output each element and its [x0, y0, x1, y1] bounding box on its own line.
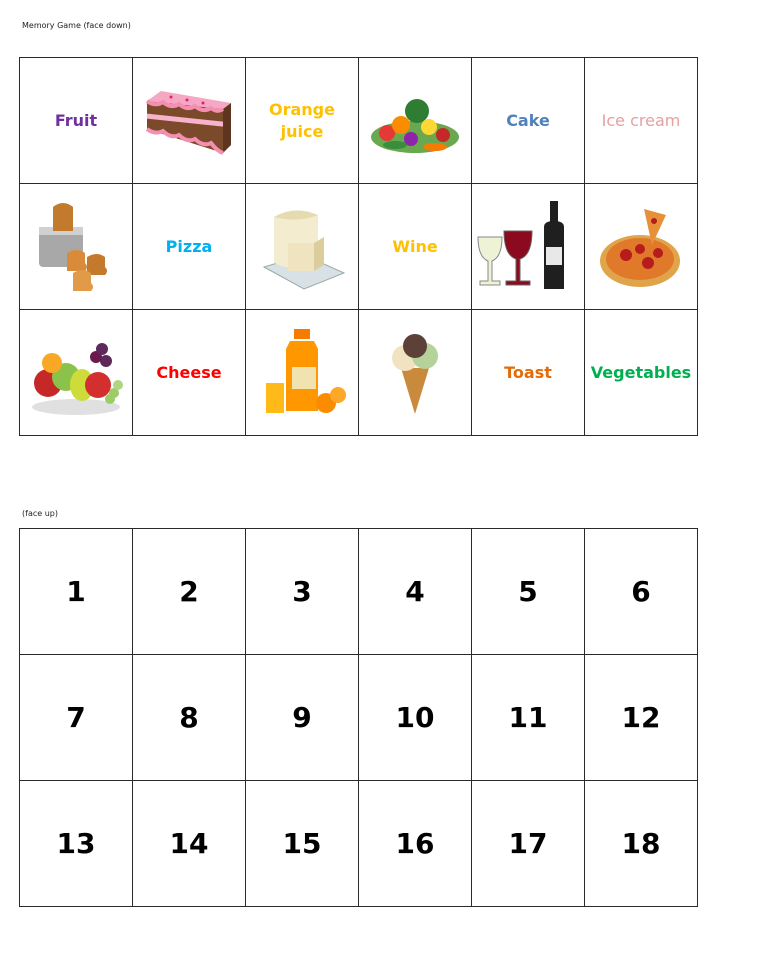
card-number-label: 18 — [621, 827, 661, 860]
card-toast-word[interactable] — [472, 310, 585, 436]
card-pizza-word[interactable] — [133, 184, 246, 310]
card-vegetables-word[interactable] — [585, 310, 698, 436]
vegetables-icon — [367, 81, 463, 161]
card-orange-juice-word[interactable] — [246, 58, 359, 184]
card-number-label: 11 — [508, 701, 548, 734]
card-number[interactable] — [472, 529, 585, 655]
card-number[interactable] — [133, 781, 246, 907]
face-down-grid — [19, 57, 698, 436]
card-number-label: 17 — [508, 827, 548, 860]
card-orange-juice-picture[interactable] — [246, 310, 359, 436]
card-word-cake: Cake — [506, 110, 550, 130]
page-title: Memory Game (face down) — [22, 21, 131, 30]
toaster-icon — [31, 197, 121, 297]
card-fruit-picture[interactable] — [20, 310, 133, 436]
card-number[interactable] — [20, 529, 133, 655]
card-number-label: 15 — [282, 827, 322, 860]
card-ice-cream-picture[interactable] — [359, 310, 472, 436]
card-number[interactable] — [246, 781, 359, 907]
fruit-basket-icon — [26, 327, 126, 419]
card-number[interactable] — [20, 655, 133, 781]
card-number-label: 5 — [518, 575, 538, 608]
card-number-label: 3 — [292, 575, 312, 608]
card-number-label: 10 — [395, 701, 435, 734]
card-vegetables-picture[interactable] — [359, 58, 472, 184]
face-up-grid — [19, 528, 698, 907]
card-ice-cream-word[interactable] — [585, 58, 698, 184]
card-number[interactable] — [133, 655, 246, 781]
card-cheese-picture[interactable] — [246, 184, 359, 310]
card-number[interactable] — [20, 781, 133, 907]
card-number[interactable] — [472, 655, 585, 781]
card-number-label: 16 — [395, 827, 435, 860]
card-number[interactable] — [246, 529, 359, 655]
card-number[interactable] — [585, 529, 698, 655]
card-word-cheese: Cheese — [156, 362, 222, 382]
card-number[interactable] — [246, 655, 359, 781]
card-cake-word[interactable] — [472, 58, 585, 184]
card-fruit-word[interactable] — [20, 58, 133, 184]
card-word-wine: Wine — [392, 236, 438, 256]
card-number[interactable] — [359, 781, 472, 907]
pizza-icon — [596, 199, 686, 295]
card-toast-picture[interactable] — [20, 184, 133, 310]
card-number[interactable] — [472, 781, 585, 907]
card-word-vegetables: Vegetables — [590, 362, 692, 382]
card-pizza-picture[interactable] — [585, 184, 698, 310]
card-wine-word[interactable] — [359, 184, 472, 310]
cheese-icon — [254, 197, 350, 297]
card-word-orange-juice: Orange juice — [269, 99, 335, 141]
card-number-label: 9 — [292, 701, 312, 734]
card-word-toast: Toast — [504, 362, 552, 382]
card-number[interactable] — [585, 781, 698, 907]
card-number-label: 4 — [405, 575, 425, 608]
wine-bottle-and-glasses-icon — [476, 197, 580, 297]
card-number-label: 2 — [179, 575, 199, 608]
face-up-caption: (face up) — [22, 509, 58, 518]
card-cake-picture[interactable] — [133, 58, 246, 184]
card-number[interactable] — [585, 655, 698, 781]
card-cheese-word[interactable] — [133, 310, 246, 436]
card-number-label: 6 — [631, 575, 651, 608]
card-number-label: 7 — [66, 701, 86, 734]
card-word-pizza: Pizza — [165, 236, 213, 256]
card-number-label: 14 — [169, 827, 209, 860]
card-wine-picture[interactable] — [472, 184, 585, 310]
ice-cream-cone-icon — [375, 328, 455, 418]
card-number-label: 13 — [56, 827, 96, 860]
card-number[interactable] — [133, 529, 246, 655]
cake-slice-icon — [141, 73, 237, 169]
card-word-ice-cream: Ice cream — [601, 110, 681, 130]
orange-juice-icon — [254, 323, 350, 423]
card-number-label: 1 — [66, 575, 86, 608]
card-word-fruit: Fruit — [54, 110, 98, 130]
card-number-label: 8 — [179, 701, 199, 734]
card-number[interactable] — [359, 529, 472, 655]
card-number-label: 12 — [621, 701, 661, 734]
card-number[interactable] — [359, 655, 472, 781]
